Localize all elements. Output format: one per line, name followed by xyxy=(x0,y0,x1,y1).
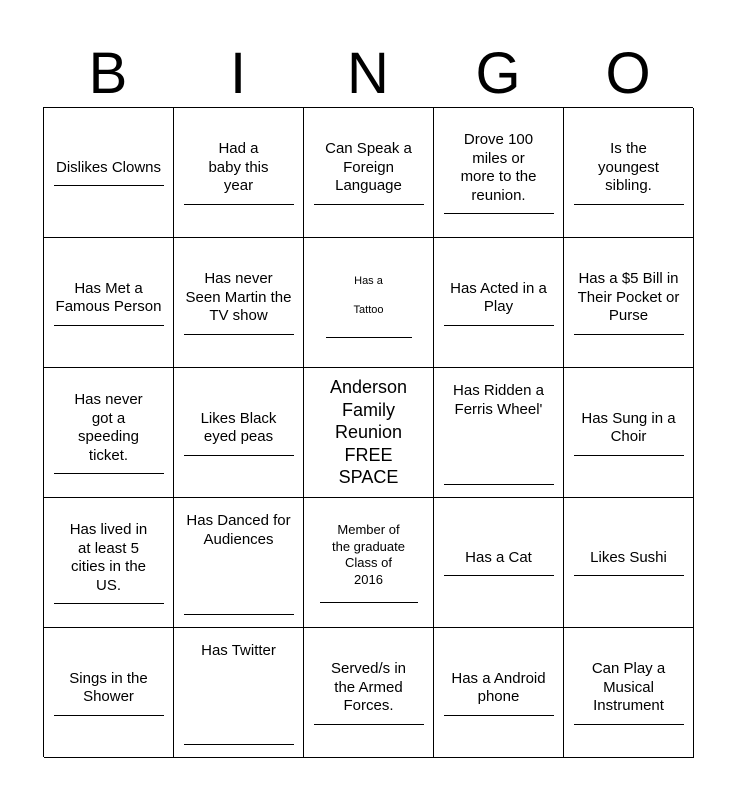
cell-text: Has Met a Famous Person xyxy=(55,279,162,315)
signature-line xyxy=(54,325,164,326)
signature-line xyxy=(314,724,424,725)
signature-line xyxy=(444,575,554,576)
cell-text: Has Sung in a Choir xyxy=(581,409,676,445)
signature-line xyxy=(444,213,554,214)
cell-text: Can Speak a Foreign Language xyxy=(325,140,412,195)
cell-text: Has a Tattoo xyxy=(353,275,384,316)
bingo-cell[interactable] xyxy=(434,368,564,498)
bingo-cell[interactable] xyxy=(564,628,694,758)
bingo-cell[interactable] xyxy=(434,108,564,238)
cell-text: Has Danced for Audiences xyxy=(186,512,291,548)
signature-line xyxy=(54,473,164,474)
cell-text: Dislikes Clowns xyxy=(55,158,162,176)
bingo-cell[interactable] xyxy=(174,368,304,498)
cell-text: Has a Cat xyxy=(465,548,532,566)
signature-line xyxy=(444,715,554,716)
signature-line xyxy=(574,724,684,725)
cell-text: Likes Sushi xyxy=(590,548,667,566)
signature-line xyxy=(574,204,684,205)
bingo-cell[interactable] xyxy=(174,628,304,758)
signature-line xyxy=(184,204,294,205)
bingo-cell[interactable] xyxy=(174,108,304,238)
signature-line xyxy=(574,334,684,335)
cell-text: Has never Seen Martin the TV show xyxy=(185,270,292,325)
header-letter-b: B xyxy=(88,41,128,106)
bingo-cell[interactable] xyxy=(564,498,694,628)
free-space-text: Anderson Family Reunion FREE SPACE xyxy=(329,377,408,488)
bingo-cell[interactable] xyxy=(564,368,694,498)
bingo-cell[interactable] xyxy=(304,238,434,368)
signature-line xyxy=(320,602,418,603)
cell-text: Has Acted in a Play xyxy=(450,279,547,315)
cell-text: Sings in the Shower xyxy=(69,669,148,705)
signature-line xyxy=(54,603,164,604)
bingo-cell[interactable] xyxy=(564,108,694,238)
cell-text: Likes Black eyed peas xyxy=(200,409,277,445)
bingo-cell[interactable] xyxy=(44,498,174,628)
bingo-cell[interactable] xyxy=(44,108,174,238)
cell-text: Member of the graduate Class of 2016 xyxy=(331,522,405,587)
free-space-cell xyxy=(304,368,434,498)
bingo-grid xyxy=(43,107,693,757)
signature-line xyxy=(574,455,684,456)
cell-text: Drove 100 miles or more to the reunion. xyxy=(460,131,537,204)
signature-line xyxy=(314,204,424,205)
bingo-cell[interactable] xyxy=(304,498,434,628)
signature-line xyxy=(184,744,294,745)
signature-line xyxy=(54,715,164,716)
signature-line xyxy=(444,325,554,326)
bingo-cell[interactable] xyxy=(174,498,304,628)
signature-line xyxy=(184,455,294,456)
cell-text: Served/s in the Armed Forces. xyxy=(330,660,407,715)
bingo-header xyxy=(43,40,693,108)
cell-text: Has a Android phone xyxy=(451,669,546,705)
bingo-cell[interactable] xyxy=(434,628,564,758)
bingo-cell[interactable] xyxy=(174,238,304,368)
bingo-cell[interactable] xyxy=(564,238,694,368)
bingo-cell[interactable] xyxy=(44,628,174,758)
header-letter-i: I xyxy=(229,41,247,106)
bingo-cell[interactable] xyxy=(434,238,564,368)
signature-line xyxy=(54,185,164,186)
bingo-cell[interactable] xyxy=(304,108,434,238)
cell-text: Had a baby this year xyxy=(208,140,269,195)
cell-text: Has Twitter xyxy=(201,642,276,659)
signature-line xyxy=(444,484,554,485)
signature-line xyxy=(574,575,684,576)
signature-line xyxy=(326,337,412,338)
cell-text: Is the youngest sibling. xyxy=(598,140,659,195)
header-letter-n: N xyxy=(347,41,389,106)
signature-line xyxy=(184,334,294,335)
cell-text: Has Ridden a Ferris Wheel' xyxy=(453,382,544,418)
cell-text: Has lived in at least 5 cities in the US. xyxy=(69,521,148,594)
header-letter-g: G xyxy=(475,41,521,106)
signature-line xyxy=(184,614,294,615)
cell-text: Has a $5 Bill in Their Pocket or Purse xyxy=(577,270,680,325)
cell-text: Has never got a speeding ticket. xyxy=(74,391,143,464)
bingo-cell[interactable] xyxy=(44,368,174,498)
bingo-cell[interactable] xyxy=(304,628,434,758)
header-letter-o: O xyxy=(605,41,651,106)
cell-text: Can Play a Musical Instrument xyxy=(591,660,666,715)
bingo-cell[interactable] xyxy=(44,238,174,368)
bingo-cell[interactable] xyxy=(434,498,564,628)
